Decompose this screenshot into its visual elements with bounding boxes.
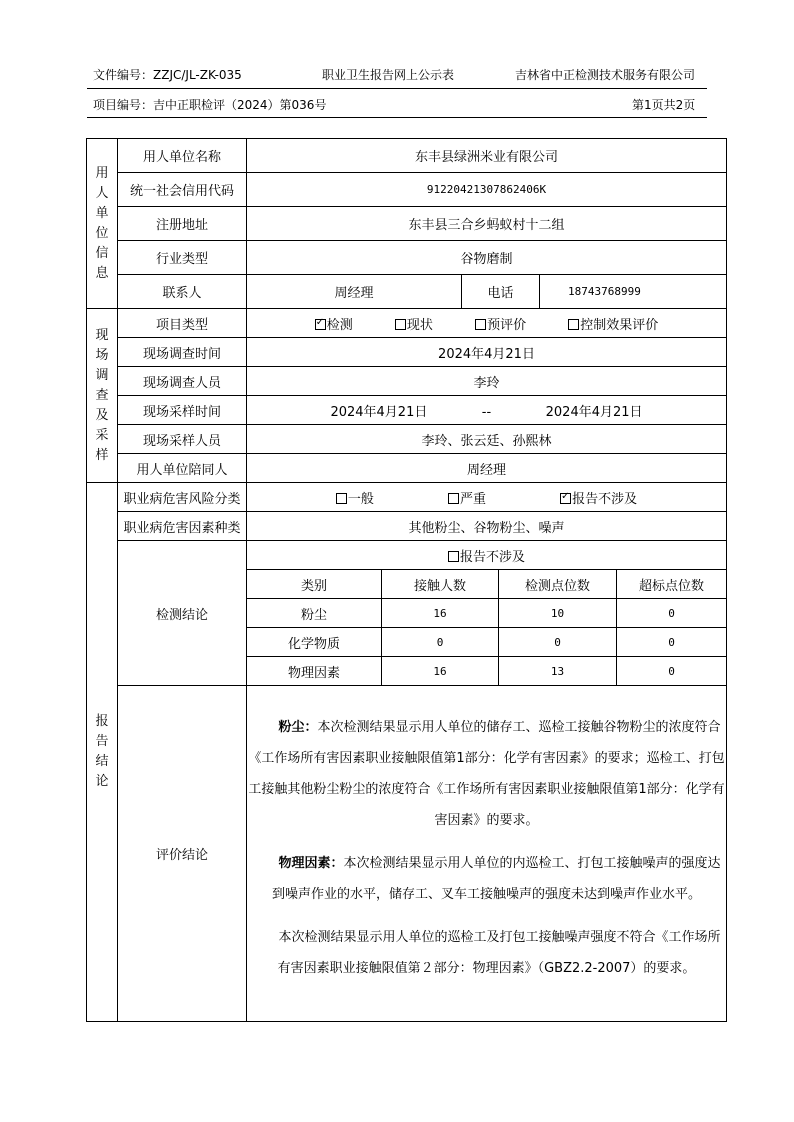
section-survey: 现 场 调 查 及 采 样 [87, 309, 118, 483]
risk-class-label: 职业病危害风险分类 [118, 483, 247, 512]
project-number: 项目编号：吉中正职检评（2024）第036号 [93, 98, 327, 112]
risk-class-options [247, 483, 727, 512]
table-header: 检测点位数 [499, 570, 617, 599]
credit-code-label: 统一社会信用代码 [118, 173, 247, 207]
project-type-options [247, 309, 727, 338]
contact-label: 联系人 [118, 275, 247, 309]
type-option-control-effect[interactable]: 控制效果评价 [568, 314, 658, 333]
checkbox-checked-icon [315, 319, 326, 330]
address-label: 注册地址 [118, 207, 247, 241]
survey-time: 2024年4月21日 [247, 338, 727, 367]
section-report-conclusion: 报 告 结 论 [87, 483, 118, 1022]
detection-table [246, 540, 727, 686]
table-cell: 0 [382, 628, 499, 657]
table-cell: 16 [382, 599, 499, 628]
table-cell: 粉尘 [247, 599, 382, 628]
final-paragraph: 本次检测结果显示用人单位的巡检工及打包工接触噪声强度不符合《工作场所有害因素职业接触限值第２部分：物理因素》（GBZ2.2-2007）的要求。 [277, 929, 721, 976]
type-option-pre-evaluation[interactable]: 预评价 [475, 314, 526, 333]
checkbox-icon [395, 319, 406, 330]
contact: 周经理 [247, 275, 462, 309]
document-title: 职业卫生报告网上公示表 [322, 68, 455, 82]
type-option-testing[interactable]: ✓ 检测 [315, 314, 353, 333]
table-cell: 0 [499, 628, 617, 657]
checkbox-icon [448, 493, 459, 504]
samplers: 李玲、张云廷、孙熙林 [247, 425, 727, 454]
address: 东丰县三合乡蚂蚁村十二组 [247, 207, 727, 241]
employer-name-label: 用人单位名称 [118, 139, 247, 173]
table-row [247, 657, 727, 686]
checkbox-icon [448, 551, 459, 562]
escort-label: 用人单位陪同人 [118, 454, 247, 483]
page-number: 第1页共2页 [632, 98, 696, 112]
section-employer-info: 用 人 单 位 信 息 [87, 139, 118, 309]
credit-code: 91220421307862406K [247, 173, 727, 207]
sampler-label: 现场采样人员 [118, 425, 247, 454]
hazard-types: 其他粉尘、谷物粉尘、噪声 [247, 512, 727, 541]
detect-not-involved[interactable]: 报告不涉及 [247, 541, 727, 570]
surveyor: 李玲 [247, 367, 727, 396]
hazard-types-label: 职业病危害因素种类 [118, 512, 247, 541]
detection-conclusion-cell [247, 541, 727, 686]
table-header: 超标点位数 [617, 570, 727, 599]
checkbox-icon [475, 319, 486, 330]
project-type-label: 项目类型 [118, 309, 247, 338]
table-cell: 0 [617, 657, 727, 686]
risk-option-severe[interactable]: 严重 [448, 488, 486, 507]
risk-option-general[interactable]: 一般 [336, 488, 374, 507]
escort: 周经理 [247, 454, 727, 483]
header-rule-2 [87, 117, 707, 118]
evaluation-conclusion-label: 评价结论 [118, 686, 247, 1022]
sampling-end: 2024年4月21日 [545, 404, 643, 420]
table-row [247, 599, 727, 628]
disclosure-form [86, 138, 727, 1022]
sampling-start: 2024年4月21日 [330, 404, 428, 420]
phone-label: 电话 [462, 275, 540, 309]
industry-label: 行业类型 [118, 241, 247, 275]
table-header: 接触人数 [382, 570, 499, 599]
sampling-time-label: 现场采样时间 [118, 396, 247, 425]
table-cell: 化学物质 [247, 628, 382, 657]
detection-conclusion-label: 检测结论 [118, 541, 247, 686]
sampling-time [247, 396, 727, 425]
checkbox-icon [336, 493, 347, 504]
table-cell: 16 [382, 657, 499, 686]
table-cell: 物理因素 [247, 657, 382, 686]
table-header: 类别 [247, 570, 382, 599]
dust-paragraph: 粉尘：本次检测结果显示用人单位的储存工、巡检工接触谷物粉尘的浓度符合《工作场所有害因素职业接触限值第1部分：化学有害因素》的要求；巡检工、打包工接触其他粉尘粉尘的浓度符合《工作场所有害因素职业接触限值第1部分：化学有害因素》的要求。 [248, 719, 725, 828]
industry: 谷物磨制 [247, 241, 727, 275]
table-cell: 0 [617, 628, 727, 657]
company-name: 吉林省中正检测技术服务有限公司 [515, 68, 696, 82]
surveyor-label: 现场调查人员 [118, 367, 247, 396]
table-cell: 13 [499, 657, 617, 686]
table-cell: 0 [617, 599, 727, 628]
table-cell: 10 [499, 599, 617, 628]
checkbox-checked-icon [560, 493, 571, 504]
checkbox-icon [568, 319, 579, 330]
phone: 18743768999 [540, 275, 727, 309]
type-option-status[interactable]: 现状 [395, 314, 433, 333]
physical-paragraph: 物理因素：本次检测结果显示用人单位的内巡检工、打包工接触噪声的强度达到噪声作业的水平，储存工、叉车工接触噪声的强度未达到噪声作业水平。 [272, 855, 721, 902]
table-row [247, 628, 727, 657]
survey-time-label: 现场调查时间 [118, 338, 247, 367]
employer-name: 东丰县绿洲米业有限公司 [247, 139, 727, 173]
header-rule [87, 88, 707, 89]
evaluation-conclusion-text [247, 686, 727, 1022]
sampling-separator: -- [481, 404, 492, 420]
file-number: 文件编号：ZZJC/JL-ZK-035 [93, 68, 242, 82]
risk-option-not-involved[interactable]: ✓ 报告不涉及 [560, 488, 637, 507]
